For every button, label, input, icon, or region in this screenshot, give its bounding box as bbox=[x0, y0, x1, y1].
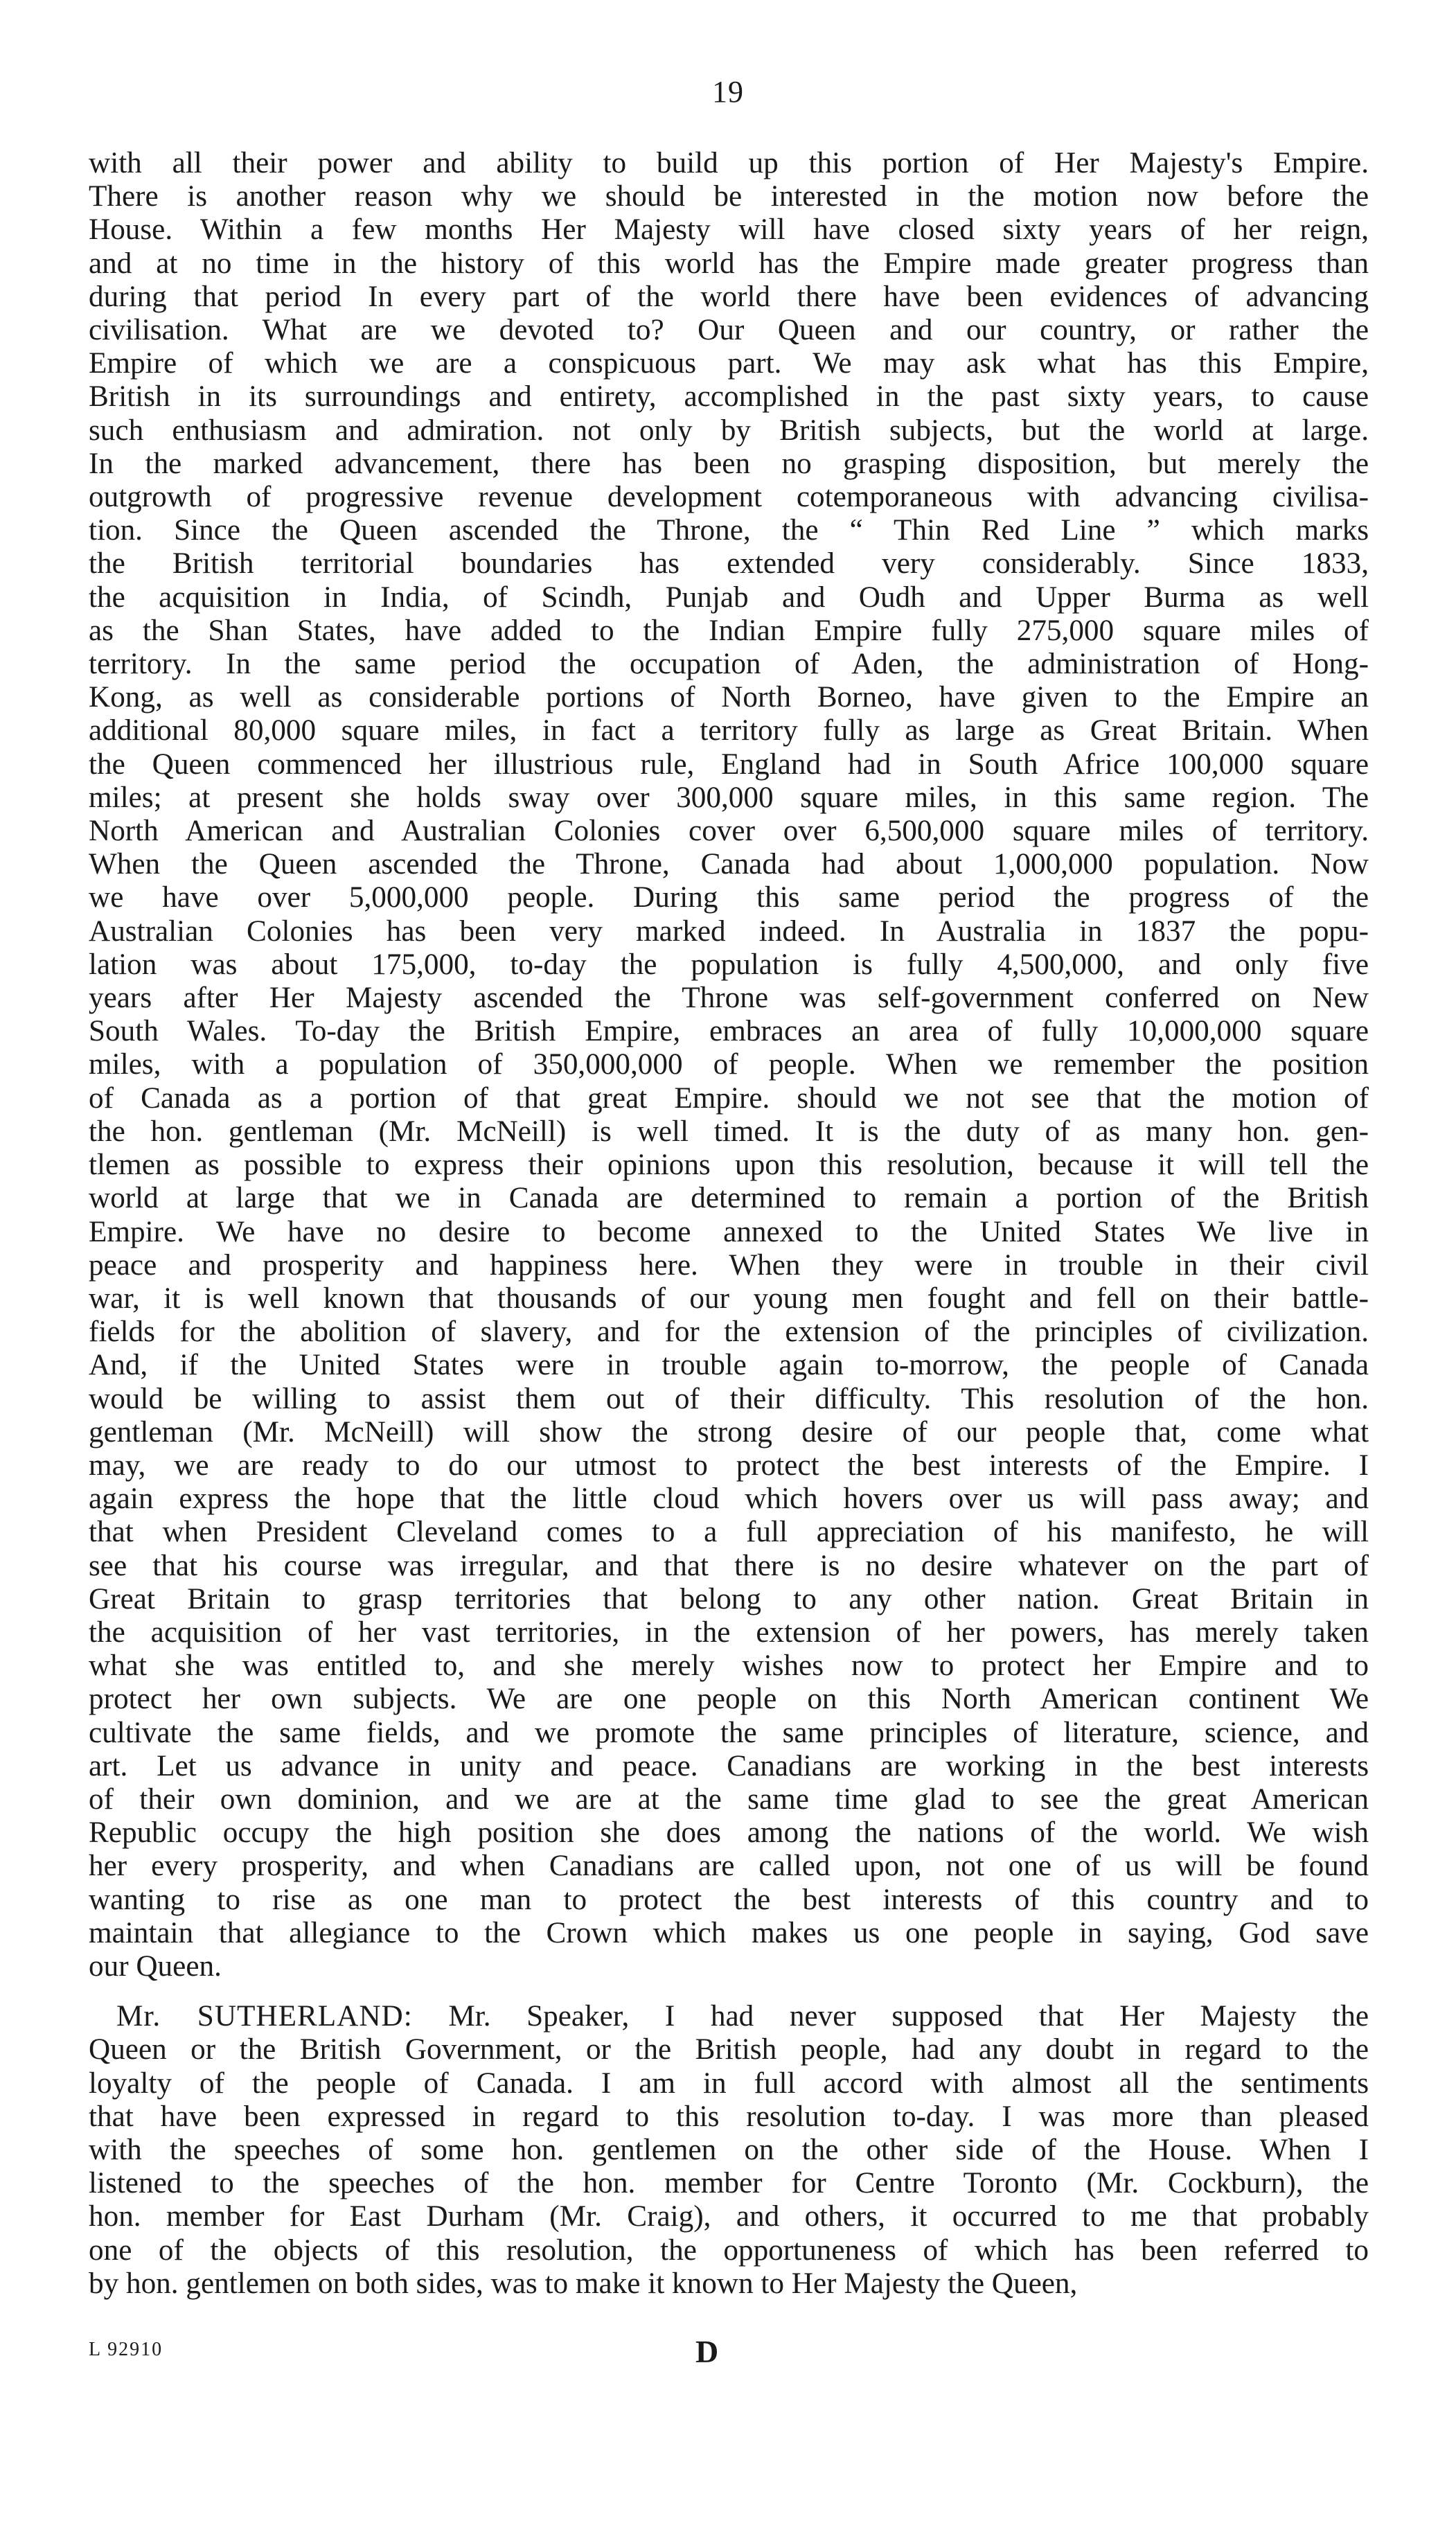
text-line: world at large that we in Canada are determined to remain a portion of the British bbox=[89, 1182, 1369, 1215]
text-line: gentleman (Mr. McNeill) will show the strong desire of our people that, come what bbox=[89, 1415, 1369, 1449]
text-line: may, we are ready to do our utmost to protect the best interests of the Empire. I bbox=[89, 1449, 1369, 1482]
text-line: wanting to rise as one man to protect the best interests of this country and to bbox=[89, 1883, 1369, 1916]
text-line: war, it is well known that thousands of our young men fought and fell on their battle- bbox=[89, 1282, 1369, 1315]
text-line: protect her own subjects. We are one people on this North American continent We bbox=[89, 1683, 1369, 1716]
text-line: see that his course was irregular, and that there is no desire whatever on the part of bbox=[89, 1549, 1369, 1582]
text-line: When the Queen ascended the Throne, Canada had about 1,000,000 population. Now bbox=[89, 848, 1369, 881]
paragraph-2 bbox=[89, 2000, 1369, 2301]
text-line: lation was about 175,000, to-day the population is fully 4,500,000, and only five bbox=[89, 948, 1369, 981]
text-line: Empire. We have no desire to become annexed to the United States We live in bbox=[89, 1215, 1369, 1248]
text-line: And, if the United States were in trouble again to-morrow, the people of Canada bbox=[89, 1349, 1369, 1382]
text-line: by hon. gentlemen on both sides, was to make it known to Her Majesty the Queen, bbox=[89, 2267, 1078, 2300]
signature-mark: D bbox=[695, 2334, 719, 2369]
text-line: that when President Cleveland comes to a full appreciation of his manifesto, he will bbox=[89, 1516, 1369, 1549]
text-line: Kong, as well as considerable portions of North Borneo, have given to the Empire an bbox=[89, 681, 1369, 714]
paragraph-2-first-line bbox=[89, 2000, 1369, 2033]
text-line: maintain that allegiance to the Crown which makes us one people in saying, God save bbox=[89, 1916, 1369, 1949]
text-line: In the marked advancement, there has been no grasping disposition, but merely the bbox=[89, 447, 1369, 480]
speaker-name: Mr. SUTHERLAND: bbox=[116, 2000, 413, 2033]
text-line: that have been expressed in regard to this resolution to-day. I was more than pleased bbox=[89, 2100, 1369, 2133]
text-line: House. Within a few months Her Majesty will have closed sixty years of her reign, bbox=[89, 213, 1369, 247]
text-line: outgrowth of progressive revenue development cotemporaneous with advancing civilisa- bbox=[89, 481, 1369, 514]
text-line: such enthusiasm and admiration. not only by British subjects, but the world at large. bbox=[89, 414, 1369, 447]
text-line: again express the hope that the little cloud which hovers over us will pass away; and bbox=[89, 1482, 1369, 1516]
paragraph-2-opening: Mr. Speaker, I had never supposed that Her Majesty the bbox=[412, 2000, 1369, 2033]
text-line: we have over 5,000,000 people. During this same period the progress of the bbox=[89, 881, 1369, 914]
body-text bbox=[89, 147, 1369, 2301]
print-code: L 92910 bbox=[89, 2339, 163, 2360]
text-line: Empire of which we are a conspicuous part. We may ask what has this Empire, bbox=[89, 347, 1369, 380]
text-line: Republic occupy the high position she does among the nations of the world. We wish bbox=[89, 1816, 1369, 1850]
text-line: Australian Colonies has been very marked indeed. In Australia in 1837 the popu- bbox=[89, 914, 1369, 948]
text-line: the acquisition of her vast territories, in the extension of her powers, has merely taken bbox=[89, 1615, 1369, 1649]
text-line: peace and prosperity and happiness here. When they were in trouble in their civil bbox=[89, 1248, 1369, 1282]
text-line: the acquisition in India, of Scindh, Punjab and Oudh and Upper Burma as well bbox=[89, 581, 1369, 614]
text-line: miles; at present she holds sway over 300,000 square miles, in this same region. The bbox=[89, 781, 1369, 814]
text-line: years after Her Majesty ascended the Throne was self-government conferred on New bbox=[89, 982, 1369, 1015]
text-line: the Queen commenced her illustrious rule, England had in South Africe 100,000 square bbox=[89, 747, 1369, 781]
text-line: as the Shan States, have added to the Indian Empire fully 275,000 square miles of bbox=[89, 614, 1369, 647]
text-line: of their own dominion, and we are at the same time glad to see the great American bbox=[89, 1782, 1369, 1816]
text-line: miles, with a population of 350,000,000 of people. When we remember the position bbox=[89, 1048, 1369, 1081]
text-line: what she was entitled to, and she merely wishes now to protect her Empire and to bbox=[89, 1649, 1369, 1683]
text-line: tion. Since the Queen ascended the Throne, the “ Thin Red Line ” which marks bbox=[89, 514, 1369, 547]
text-line: territory. In the same period the occupation of Aden, the administration of Hong- bbox=[89, 648, 1369, 681]
text-line: would be willing to assist them out of their difficulty. This resolution of the hon. bbox=[89, 1382, 1369, 1415]
text-line: tlemen as possible to express their opinions upon this resolution, because it will tell the bbox=[89, 1149, 1369, 1182]
text-line: There is another reason why we should be interested in the motion now before the bbox=[89, 180, 1369, 213]
text-line: during that period In every part of the world there have been evidences of advancing bbox=[89, 280, 1369, 313]
text-line: hon. member for East Durham (Mr. Craig), and others, it occurred to me that probably bbox=[89, 2200, 1369, 2233]
text-line: listened to the speeches of the hon. member for Centre Toronto (Mr. Cockburn), the bbox=[89, 2167, 1369, 2200]
text-line: with all their power and ability to build up this portion of Her Majesty's Empire. bbox=[89, 147, 1369, 179]
text-line: South Wales. To-day the British Empire, embraces an area of fully 10,000,000 square bbox=[89, 1015, 1369, 1048]
text-line: the hon. gentleman (Mr. McNeill) is well timed. It is the duty of as many hon. gen- bbox=[89, 1115, 1369, 1148]
text-line: Great Britain to grasp territories that belong to any other nation. Great Britain in bbox=[89, 1582, 1369, 1615]
text-line: British in its surroundings and entirety, accomplished in the past sixty years, to cause bbox=[89, 380, 1369, 414]
text-line: one of the objects of this resolution, the opportuneness of which has been referred to bbox=[89, 2233, 1369, 2267]
text-line: North American and Australian Colonies cover over 6,500,000 square miles of territory. bbox=[89, 815, 1369, 848]
text-line: with the speeches of some hon. gentlemen on the other side of the House. When I bbox=[89, 2133, 1369, 2166]
text-line: civilisation. What are we devoted to? Our Queen and our country, or rather the bbox=[89, 314, 1369, 347]
text-line: loyalty of the people of Canada. I am in full accord with almost all the sentiments bbox=[89, 2066, 1369, 2100]
text-line: of Canada as a portion of that great Empire. should we not see that the motion of bbox=[89, 1081, 1369, 1115]
text-line: art. Let us advance in unity and peace. Canadians are working in the best interests bbox=[89, 1749, 1369, 1782]
text-line: Queen or the British Government, or the British people, had any doubt in regard to the bbox=[89, 2033, 1369, 2066]
paragraph-1 bbox=[89, 147, 1369, 1983]
text-line: fields for the abolition of slavery, and for the extension of the principles of civilization. bbox=[89, 1316, 1369, 1349]
text-line: the British territorial boundaries has extended very considerably. Since 1833, bbox=[89, 547, 1369, 581]
text-line: and at no time in the history of this world has the Empire made greater progress than bbox=[89, 247, 1369, 280]
text-line: additional 80,000 square miles, in fact a territory fully as large as Great Britain. When bbox=[89, 714, 1369, 747]
page-number: 19 bbox=[712, 75, 744, 109]
page-footer bbox=[89, 2333, 1369, 2375]
text-line: our Queen. bbox=[89, 1949, 222, 1983]
text-line: cultivate the same fields, and we promote the same principles of literature, science, and bbox=[89, 1716, 1369, 1749]
text-line: her every prosperity, and when Canadians are called upon, not one of us will be found bbox=[89, 1850, 1369, 1883]
